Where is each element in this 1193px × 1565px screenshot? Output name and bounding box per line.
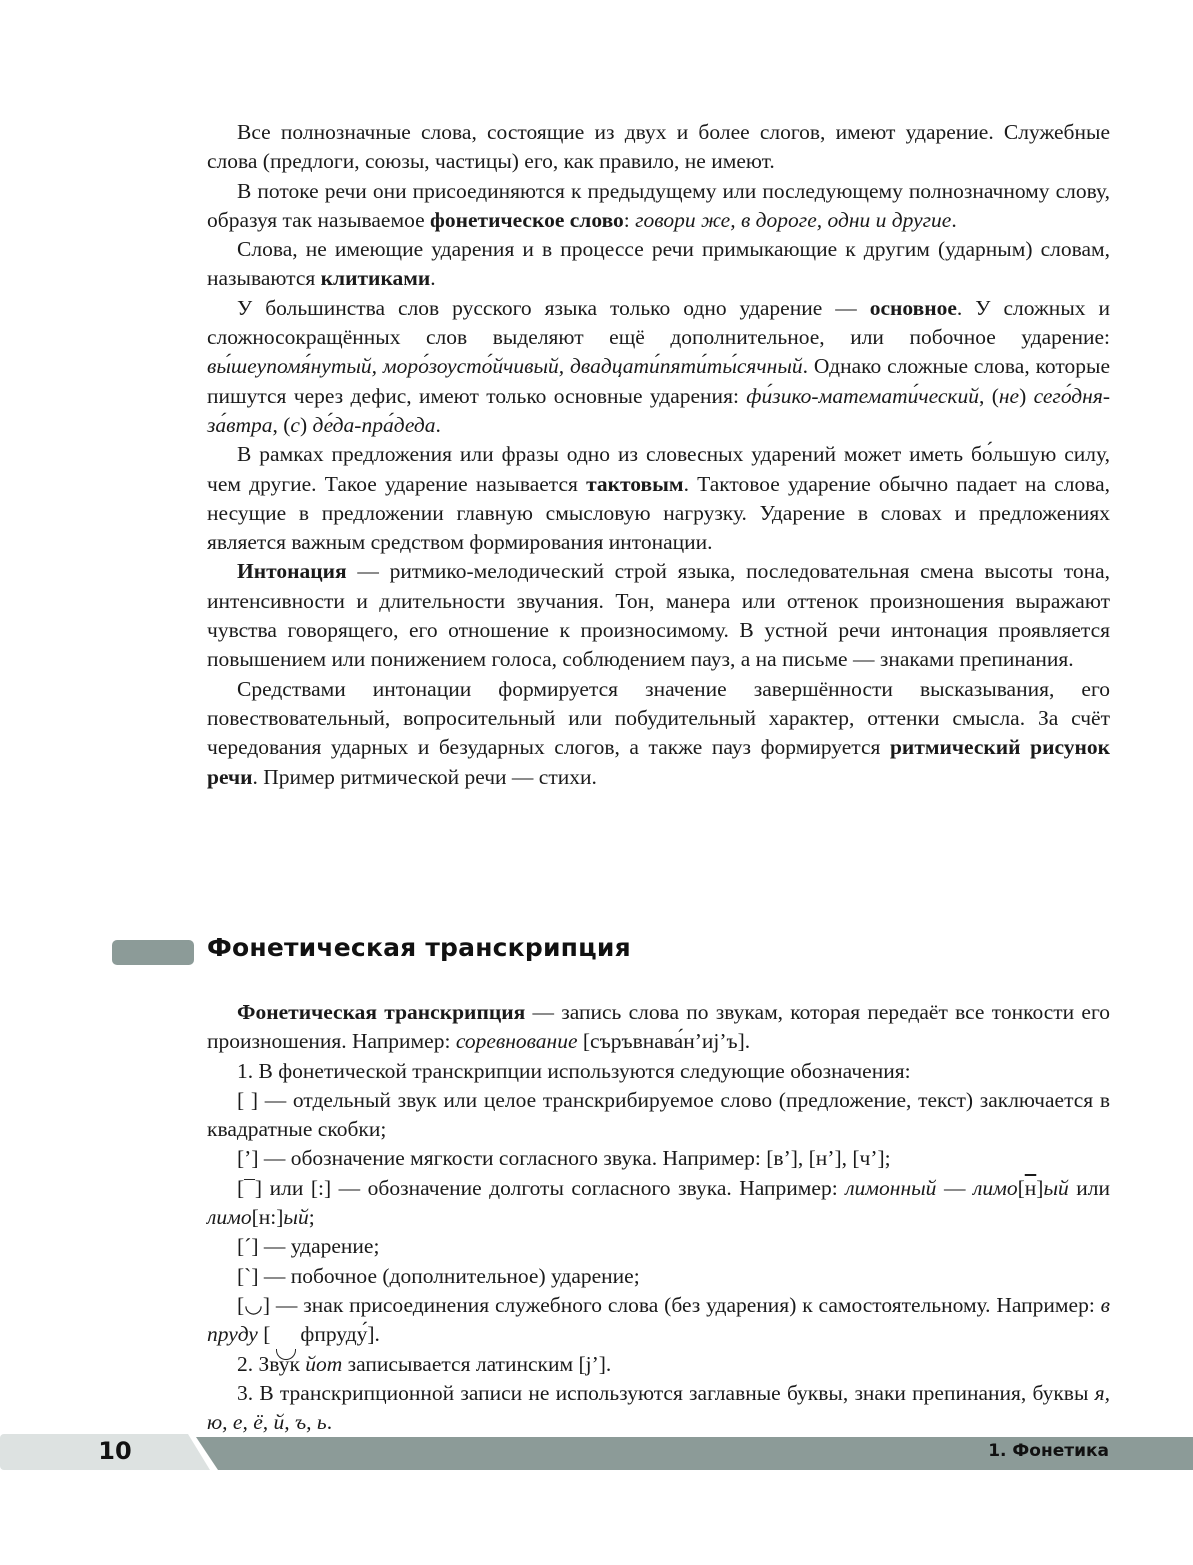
paragraph-clitics: Слова, не имеющие ударения и в процессе речи примыкающие к другим (ударным) словам, называются клитиками. xyxy=(207,237,1110,291)
list-item-2: 2. Звук йот записывается латинским [j’]. xyxy=(237,1351,612,1376)
term-phonetic-word: фонетическое слово xyxy=(430,207,624,232)
term-rhythm: ритмический рисунок речи xyxy=(207,735,1110,789)
joining-arc: фп xyxy=(270,1320,325,1349)
section-marker-bar xyxy=(112,940,194,965)
notation-secondary-stress: [`] — побочное (дополнительное) ударение; xyxy=(237,1263,640,1288)
term-transcription: Фонетическая транскрипция xyxy=(237,1000,526,1024)
section-title: Фонетическая транскрипция xyxy=(207,933,631,962)
term-tact-stress: тактовым xyxy=(586,471,684,496)
top-text-block xyxy=(207,118,1110,792)
paragraph-stress: Все полнозначные слова, состоящие из двух и более слогов, имеют ударение. Служебные слова (предлоги, союзы, частицы) его, как правило, не имеют. xyxy=(207,120,1110,174)
list-item-3: 3. В транскрипционной записи не используются заглавные буквы, знаки препинания, буквы я, ю, е, ё, й, ъ, ь. xyxy=(207,1380,1110,1435)
section-heading xyxy=(112,935,1112,975)
paragraph-main-stress: У большинства слов русского языка только одно ударение — основное. У сложных и сложносокращённых слов выделяют ещё дополнительное, или побочное ударение: вы́шеупомя́нутый, моро́зоусто́йчивый, двадцати́пяти́ты́сячный. Однако сложные слова, которые пишутся через дефис, имеют только основные ударения: фи́зико-математи́ческий, (не) сего́дня-за́втра, (с) де́да-пра́деда. xyxy=(207,295,1110,437)
notation-joining: [◡] — знак присоединения служебного слова (без ударения) к самостоятельному. Например: в пруду [ фпруду́]. xyxy=(207,1291,1110,1350)
paragraph-definition: Фонетическая транскрипция — запись слова по звукам, которая передаёт все тонкости его произношения. Например: соревнование [съръвнава́н’иj’ъ]. xyxy=(207,1000,1110,1054)
transcription-text-block xyxy=(207,998,1110,1437)
paragraph-rhythm: Средствами интонации формируется значение завершённости высказывания, его повествовательный, вопросительный или побудительный характер, оттенки смысла. За счёт чередования ударных и безударных слогов, а также пауз формируется ритмический рисунок речи. Пример ритмической речи — стихи. xyxy=(207,676,1110,789)
notation-brackets: [ ] — отдельный звук или целое транскрибируемое слово (предложение, текст) заключается в квадратные скобки; xyxy=(207,1087,1110,1142)
term-intonation: Интонация xyxy=(237,559,347,584)
page-footer xyxy=(0,1434,1193,1470)
notation-stress: [´] — ударение; xyxy=(237,1234,380,1259)
term-clitics: клитиками xyxy=(320,266,431,291)
term-main-stress: основное xyxy=(869,295,957,320)
paragraph-intonation: Интонация — ритмико-мелодический строй языка, последовательная смена высоты тона, интенсивности и длительности звучания. Тон, манера или оттенок произношения выражают чувства говорящего, его отношение к произносимому. В устной речи интонация проявляется повышением или понижением голоса, соблюдением пауз, а на письме — знаками препинания. xyxy=(207,559,1110,672)
paragraph-phonetic-word: В потоке речи они присоединяются к предыдущему или последующему полнозначному слову, образуя так называемое фонетическое слово: говори же, в дороге, одни и другие. xyxy=(207,178,1110,232)
page-number: 10 xyxy=(98,1437,132,1465)
chapter-title: 1. Фонетика xyxy=(988,1441,1109,1461)
list-item-1: 1. В фонетической транскрипции используются следующие обозначения: xyxy=(237,1058,911,1083)
paragraph-tact-stress: В рамках предложения или фразы одно из словесных ударений может иметь бо́льшую силу, чем другие. Такое ударение называется тактовым. Тактовое ударение обычно падает на слова, несущие в предложении главную смысловую нагрузку. Ударение в словах и предложениях является важным средством формирования интонации. xyxy=(207,442,1110,555)
notation-length: [¯] или [:] — обозначение долготы согласного звука. Например: лимонный — лимо[н]ый или лимо[н:]ый; xyxy=(207,1175,1110,1230)
notation-softness: [’] — обозначение мягкости согласного звука. Например: [в’], [н’], [ч’]; xyxy=(237,1146,891,1171)
